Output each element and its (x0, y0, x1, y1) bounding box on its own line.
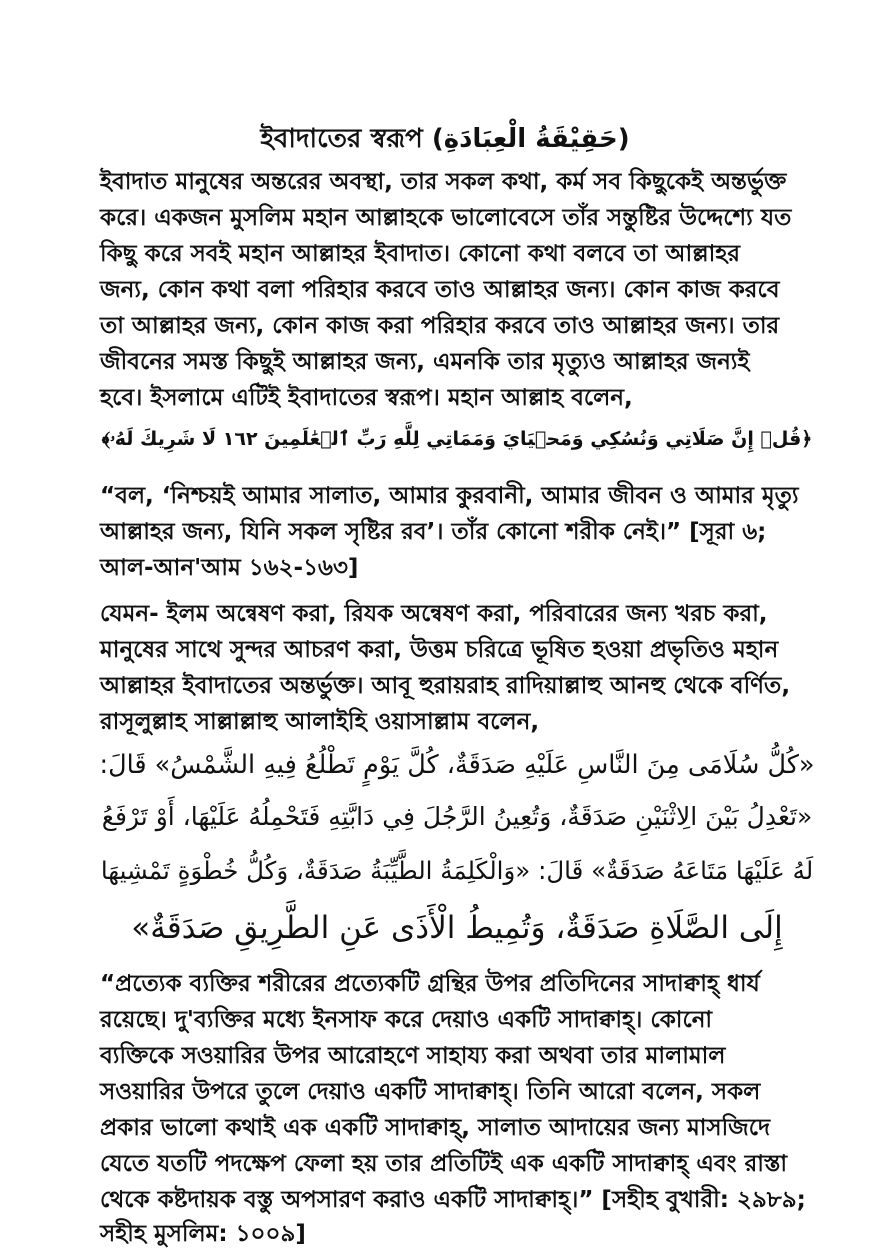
paragraph-line: তা আল্লাহর জন্য, কোন কাজ করা পরিহার করবে তাও আল্লাহর জন্য। তার (100, 313, 780, 339)
hadith-arabic-line: «تَعْدِلُ بَيْنَ الِاثْنَيْنِ صَدَقَةٌ، وَتُعِينُ الرَّجُلَ فِي دَابَّتِهِ فَتَحْمِلُهُ عَلَيْهَا، أَوْ تَرْفَعُ (101, 802, 813, 831)
paragraph-line: করে। একজন মুসলিম মহান আল্লাহকে ভালোবেসে তাঁর সন্তুষ্টির উদ্দেশ্যে যত (100, 205, 792, 231)
translation-line: যেতে যতটি পদক্ষেপ ফেলা হয় তার প্রতিটিই এক একটি সাদাক্বাহ্ এবং রাস্তা (100, 1151, 788, 1177)
quran-verse: ﴿قُلۡ إِنَّ صَلَاتِي وَنُسُكِي وَمَحۡيَايَ وَمَمَاتِي لِلَّهِ رَبِّ ٱلۡعَٰلَمِينَ ١٦٢ لَا شَرِيكَ لَهُۥ﴾ (101, 428, 813, 450)
translation-line: ব্যক্তিকে সওয়ারির উপর আরোহণে সাহায্য করা অথবা তার মালামাল (100, 1043, 726, 1069)
translation-line: আল-আন'আম ১৬২-১৬৩] (100, 555, 359, 581)
translation-line: থেকে কষ্টদায়ক বস্তু অপসারণ করাও একটি সাদাক্বাহ্।” [সহীহ বুখারী: ২৯৮৯; (100, 1187, 806, 1213)
paragraph-line: হবে। ইসলামে এটিই ইবাদাতের স্বরূপ। মহান আল্লাহ বলেন, (100, 385, 633, 411)
translation-line: আল্লাহর জন্য, যিনি সকল সৃষ্টির রব’। তাঁর কোনো শরীক নেই।” [সূরা ৬; (100, 519, 767, 545)
translation-line: সহীহ মুসলিম: ১০০৯] (100, 1221, 306, 1247)
translation-line: রয়েছে। দু'ব্যক্তির মধ্যে ইনসাফ করে দেয়াও একটি সাদাক্বাহ্। কোনো (100, 1007, 713, 1033)
paragraph-line: জন্য, কোন কথা বলা পরিহার করবে তাও আল্লাহর জন্য। কোন কাজ করবে (100, 277, 780, 303)
section-heading: ইবাদাতের স্বরূপ (حَقِيْقَةُ الْعِبَادَةِ) (260, 124, 630, 154)
paragraph-line: মানুষের সাথে সুন্দর আচরণ করা, উত্তম চরিত্রে ভূষিত হওয়া প্রভৃতিও মহান (100, 637, 779, 663)
paragraph-line: কিছু করে সবই মহান আল্লাহর ইবাদাত। কোনো কথা বলবে তা আল্লাহর (100, 241, 741, 267)
paragraph-line: আল্লাহর ইবাদাতের অন্তর্ভুক্ত। আবূ হুরায়রাহ রাদিয়াল্লাহু আনহু থেকে বর্ণিত, (100, 673, 791, 699)
translation-line: “বল, ‘নিশ্চয়ই আমার সালাত, আমার কুরবানী, আমার জীবন ও আমার মৃত্যু (100, 483, 799, 509)
translation-line: প্রকার ভালো কথাই এক একটি সাদাক্বাহ্, সালাত আদায়ের জন্য মাসজিদে (100, 1115, 771, 1141)
hadith-arabic-line: لَهُ عَلَيْهَا مَتَاعَهُ صَدَقَةٌ» قَالَ: «وَالْكَلِمَةُ الطَّيِّبَةُ صَدَقَةٌ، وَكُلُّ خُطْوَةٍ تَمْشِيهَا (100, 856, 814, 885)
paragraph-line: জীবনের সমস্ত কিছুই আল্লাহর জন্য, এমনকি তার মৃত্যুও আল্লাহর জন্যই (100, 349, 750, 375)
translation-line: সওয়ারির উপরে তুলে দেয়াও একটি সাদাক্বাহ্। তিনি আরো বলেন, সকল (100, 1079, 761, 1105)
hadith-arabic-line: «كُلُّ سُلَامَى مِنَ النَّاسِ عَلَيْهِ صَدَقَةٌ، كُلَّ يَوْمٍ تَطْلُعُ فِيهِ الشَّمْسُ» قَالَ: (99, 750, 815, 780)
paragraph-line: রাসূলুল্লাহ সাল্লাল্লাহু আলাইহি ওয়াসাল্লাম বলেন, (100, 709, 540, 735)
translation-line: “প্রত্যেক ব্যক্তির শরীরের প্রত্যেকটি গ্রন্থির উপর প্রতিদিনের সাদাক্বাহ্ ধার্য (100, 971, 760, 997)
paragraph-line: ইবাদাত মানুষের অন্তরের অবস্থা, তার সকল কথা, কর্ম সব কিছুকেই অন্তর্ভুক্ত (100, 169, 787, 195)
paragraph-line: যেমন- ইলম অন্বেষণ করা, রিযক অন্বেষণ করা, পরিবারের জন্য খরচ করা, (100, 601, 768, 627)
hadith-arabic-line: إِلَى الصَّلَاةِ صَدَقَةٌ، وَتُمِيطُ الْأَذَى عَنِ الطَّرِيقِ صَدَقَةٌ» (131, 910, 783, 946)
